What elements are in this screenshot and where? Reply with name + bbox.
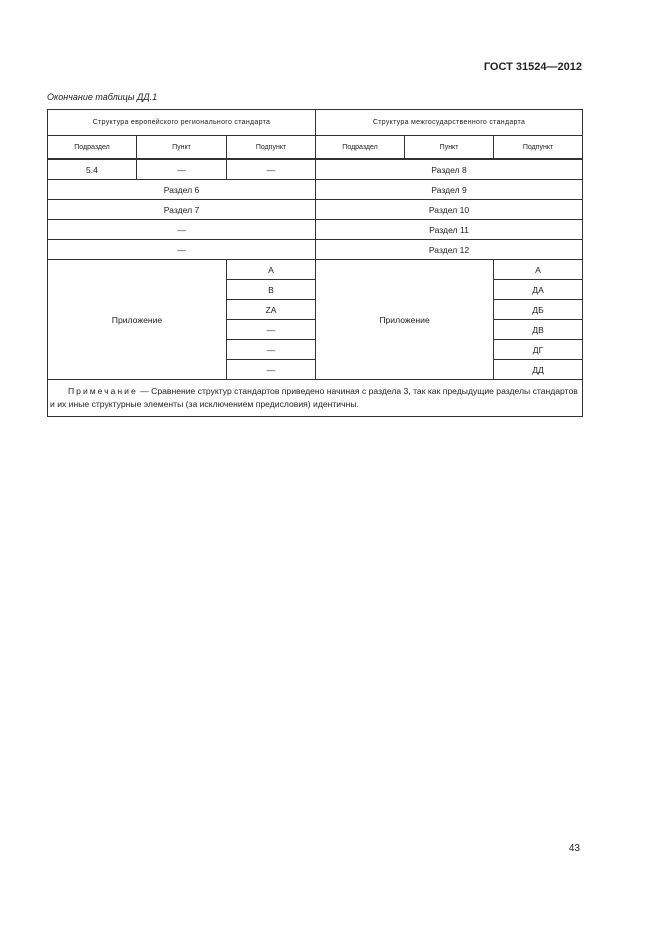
structure-comparison-table <box>47 109 583 417</box>
european-appendix-label: Приложение <box>48 260 227 380</box>
table-cell: Раздел 12 <box>316 240 583 260</box>
group-header-row <box>48 110 583 136</box>
note-text: — Сравнение структур стандартов приведено начиная с раздела 3, так как предыдущие разделы стандартов и их иные структурные элементы (за исключением предисловия) идентичны. <box>50 386 578 409</box>
table-cell: — <box>227 159 316 180</box>
interstate-appendix-label: Приложение <box>316 260 494 380</box>
note-row <box>48 380 583 417</box>
european-structure-header: Структура европейского регионального стандарта <box>48 110 316 136</box>
table-cell: ZA <box>227 300 316 320</box>
table-cell: ДА <box>494 280 583 300</box>
column-header-row <box>48 136 583 160</box>
table-row <box>48 220 583 240</box>
table-cell: — <box>227 320 316 340</box>
col-header-e-subsection: Подраздел <box>48 136 137 160</box>
col-header-e-subclause: Подпункт <box>227 136 316 160</box>
table-cell: Раздел 10 <box>316 200 583 220</box>
col-header-e-clause: Пункт <box>137 136 227 160</box>
table-note <box>48 380 583 417</box>
table-cell: ДВ <box>494 320 583 340</box>
table-row <box>48 159 583 180</box>
table-cell: Раздел 8 <box>316 159 583 180</box>
col-header-i-clause: Пункт <box>405 136 494 160</box>
table-cell: — <box>137 159 227 180</box>
table-cell: 5.4 <box>48 159 137 180</box>
table-cell: — <box>48 220 316 240</box>
table-cell: Раздел 11 <box>316 220 583 240</box>
document-id: ГОСТ 31524—2012 <box>483 61 582 73</box>
interstate-structure-header: Структура межгосударственного стандарта <box>316 110 583 136</box>
table-cell: ДБ <box>494 300 583 320</box>
table-cell: ДД <box>494 360 583 380</box>
table-cell: — <box>227 360 316 380</box>
table-cell: — <box>48 240 316 260</box>
table-cell: A <box>227 260 316 280</box>
table-cell: ДГ <box>494 340 583 360</box>
col-header-i-subclause: Подпункт <box>494 136 583 160</box>
table-cell: Раздел 6 <box>48 180 316 200</box>
table-row <box>48 260 583 280</box>
col-header-i-subsection: Подраздел <box>316 136 405 160</box>
table-row <box>48 240 583 260</box>
page-number: 43 <box>568 843 580 854</box>
table-cell: — <box>227 340 316 360</box>
table-cell: Раздел 9 <box>316 180 583 200</box>
table-cell: Раздел 7 <box>48 200 316 220</box>
table-cell: B <box>227 280 316 300</box>
table-cell: А <box>494 260 583 280</box>
note-prefix: Примечание <box>68 386 138 396</box>
table-row <box>48 200 583 220</box>
table-caption: Окончание таблицы ДД.1 <box>47 92 158 102</box>
table-row <box>48 180 583 200</box>
